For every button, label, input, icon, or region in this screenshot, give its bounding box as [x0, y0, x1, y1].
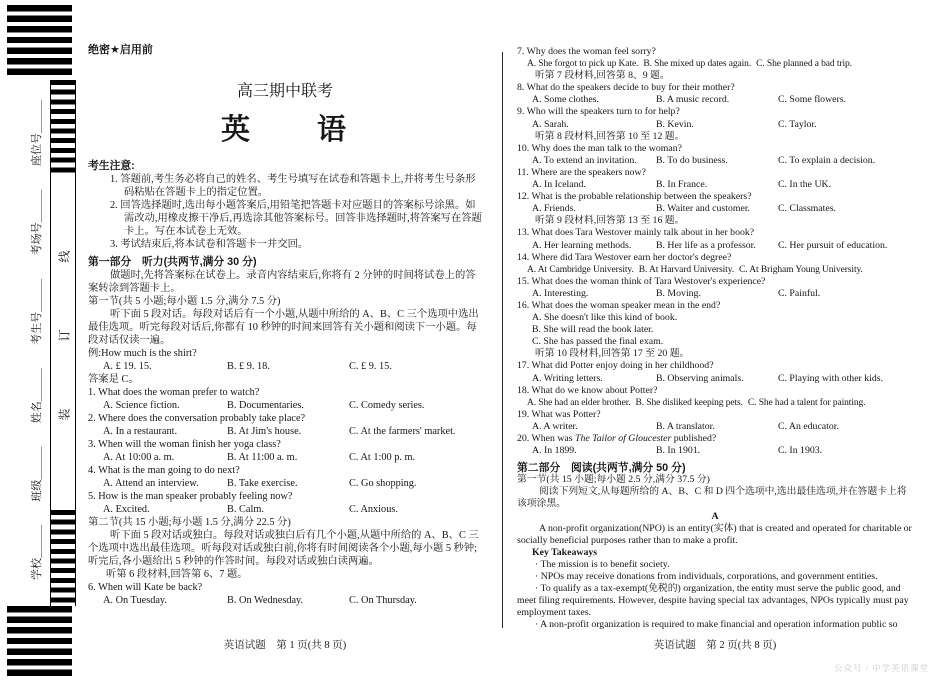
- notice-list: [88, 173, 482, 251]
- watermark: 公众号 / 中学英语课堂: [834, 663, 930, 673]
- options-row: [517, 445, 913, 457]
- material-note: 听第 6 段材料,回答第 6、7 题。: [106, 569, 248, 580]
- binding-line-char: 订: [57, 329, 72, 342]
- option: B. In 1901.: [656, 445, 701, 457]
- question-8: [517, 82, 913, 106]
- bullet-item: · To qualify as a tax-exempt(免税的) organization, the entity must serve the public good, and meet filing requirements. However, despite having special tax advantages, NPOs typically must pay employment taxes.: [517, 583, 909, 619]
- option: B. She mixed up dates again.: [643, 59, 752, 70]
- student-info-field: 考生号＿＿＿: [31, 278, 43, 345]
- option: A. She had an elder brother.: [527, 397, 631, 408]
- paragraph: 听下面 5 段对话或独白。每段对话或独白后有几个小题,从题中所给的 A、B、C 三个选项中选出最佳选项。听每段对话或独白前,你将有时间阅读各个小题,每小题 5 秒钟;听完后,各小题给出 5 秒钟的作答时间。每段对话或独白读两遍。: [88, 530, 479, 567]
- question-9: [517, 106, 913, 130]
- option: A. She forgot to pick up Kate.: [527, 59, 639, 70]
- question-text: 12. What is the probable relationship between the speakers?: [517, 191, 752, 203]
- question-text: 16. What does the woman speaker mean in the end?: [517, 299, 721, 311]
- options-row: [517, 179, 913, 191]
- option: B. She will read the book later.: [532, 324, 654, 336]
- option: B. Observing animals.: [656, 372, 744, 384]
- registration-bars-bottom-narrow: [50, 510, 76, 606]
- option: B. She disliked keeping pets.: [635, 397, 743, 408]
- option: B. £ 9. 18.: [227, 361, 270, 372]
- option: A. £ 19. 15.: [103, 361, 152, 372]
- option: A. At 10:00 a. m.: [103, 452, 175, 463]
- option: C. Some flowers.: [778, 94, 847, 106]
- question-7: [517, 46, 913, 70]
- question-11: [517, 167, 913, 191]
- page-1-footer: 英语试题 第 1 页(共 8 页): [223, 640, 347, 651]
- option: B. At Jim's house.: [227, 426, 302, 437]
- option: B. Take exercise.: [227, 478, 298, 489]
- options-row: [517, 203, 913, 215]
- student-info-fields: [28, 100, 44, 580]
- question-20: [517, 433, 913, 457]
- question-text: 6. When will Kate be back?: [88, 582, 203, 593]
- option: C. In the UK.: [778, 179, 832, 191]
- question-text: 9. Who will the speakers turn to for help?: [517, 106, 680, 118]
- question-19: [517, 409, 913, 433]
- question-text: 8. What do the speakers decide to buy for their mother?: [517, 82, 735, 94]
- part-heading: 第一部分 听力(共两节,满分 30 分): [88, 256, 257, 268]
- option: B. A translator.: [656, 420, 715, 432]
- option: C. At Brigham Young University.: [739, 264, 863, 275]
- binding-line-label: [56, 251, 71, 421]
- page-2-footer: 英语试题 第 2 页(共 8 页): [653, 640, 777, 651]
- question-13: [517, 227, 913, 251]
- student-info-field: 座位号＿＿＿: [31, 100, 43, 167]
- student-info-field: 考场号＿＿＿: [31, 189, 43, 256]
- bullet-item: · A non-profit organization is required to make financial and operation information public so: [535, 619, 898, 631]
- binding-line-char: 装: [57, 408, 72, 421]
- notice-title: 考生注意:: [88, 160, 135, 172]
- part-heading: 第二部分 阅读(共两节,满分 50 分): [517, 462, 686, 475]
- option: A. To extend an invitation.: [532, 154, 637, 166]
- student-info-field: 姓名＿＿＿: [31, 368, 43, 424]
- option: C. Go shopping.: [349, 478, 417, 489]
- option: C. Her pursuit of education.: [778, 239, 888, 251]
- student-info-field: 班级＿＿＿: [31, 446, 43, 502]
- option: C. Painful.: [778, 287, 821, 299]
- option: C. Taylor.: [778, 118, 817, 130]
- option: A. Friends.: [532, 203, 576, 215]
- exam-title: 高三期中联考: [236, 83, 333, 100]
- options-row: [517, 312, 913, 348]
- option: B. To do business.: [656, 154, 728, 166]
- options-row: [517, 240, 913, 252]
- section-heading: 第一节(共 15 小题;每小题 2.5 分,满分 37.5 分): [517, 474, 710, 486]
- option: A. In a restaurant.: [103, 426, 178, 437]
- question-15: [517, 276, 913, 300]
- options-row: [88, 503, 482, 516]
- option: C. An educator.: [778, 420, 839, 432]
- options-row: [517, 264, 913, 276]
- registration-bars-top-wide: [7, 5, 72, 79]
- option: A. At Cambridge University.: [527, 264, 634, 275]
- option: B. At 11:00 a. m.: [227, 452, 298, 463]
- option: A. Science fiction.: [103, 400, 180, 411]
- binding-line-char: 线: [57, 250, 72, 263]
- option: A. In Iceland.: [532, 179, 586, 191]
- options-row: [88, 451, 482, 464]
- options-row: [517, 119, 913, 131]
- material-note: 听第 10 段材料,回答第 17 至 20 题。: [535, 348, 690, 360]
- option: A. Writing letters.: [532, 372, 603, 384]
- question-12: [517, 191, 913, 215]
- option: C. At the farmers' market.: [349, 426, 456, 437]
- material-note: 听第 7 段材料,回答第 8、9 题。: [535, 70, 670, 82]
- options-row: [517, 397, 913, 409]
- question-text: 20. When was The Tailor of Gloucester published?: [517, 433, 717, 444]
- question-text: 19. What was Potter?: [517, 408, 601, 420]
- option: A. Interesting.: [532, 287, 589, 299]
- question-16: [517, 300, 913, 348]
- security-label: 绝密★启用前: [88, 44, 153, 56]
- question-text: 7. Why does the woman feel sorry?: [517, 46, 656, 57]
- option: A. Sarah.: [532, 118, 569, 130]
- option: C. £ 9. 15.: [349, 361, 392, 372]
- passage-subheading: Key Takeaways: [532, 546, 598, 558]
- options-row: [517, 58, 913, 70]
- option: C. To explain a decision.: [778, 154, 876, 166]
- options-row: [88, 425, 482, 438]
- material-note: 听第 9 段材料,回答第 13 至 16 题。: [535, 215, 685, 227]
- option: C. On Thursday.: [349, 595, 417, 606]
- paragraph: A non-profit organization(NPO) is an entity(实体) that is created and operated for charitable or socially beneficial purposes rather than to make a profit.: [517, 522, 912, 546]
- option: C. She has passed the final exam.: [532, 336, 664, 348]
- question-text: 13. What does Tara Westover mainly talk about in her book?: [517, 227, 755, 239]
- options-row: [517, 94, 913, 106]
- option: A. A writer.: [532, 420, 578, 432]
- student-info-field: 学校＿＿＿: [31, 525, 43, 580]
- option: B. In France.: [656, 179, 708, 191]
- option: C. At 1:00 p. m.: [349, 452, 416, 463]
- registration-bars-bottom-wide: [7, 606, 72, 676]
- question-text: 2. Where does the conversation probably take place?: [88, 413, 306, 424]
- page-divider-line: [502, 52, 503, 628]
- option: A. On Tuesday.: [103, 595, 167, 606]
- page-2-content: [517, 46, 913, 632]
- option: B. On Wednesday.: [227, 595, 304, 606]
- notice-item: 2. 回答选择题时,选出每小题答案后,用铅笔把答题卡对应题目的答案标号涂黑。如需改动,用橡皮擦干净后,再选涂其他答案标号。回答非选择题时,将答案写在答题卡上。写在本试卷上无效。: [110, 200, 482, 237]
- option: B. Kevin.: [656, 118, 694, 130]
- question-text: 17. What did Potter enjoy doing in her childhood?: [517, 360, 714, 372]
- question-14: [517, 252, 913, 276]
- question-5: [88, 490, 482, 516]
- option: A. Excited.: [103, 504, 150, 515]
- options-row: [88, 477, 482, 490]
- question-text: 11. Where are the speakers now?: [517, 166, 646, 178]
- options-row: [517, 421, 913, 433]
- page-1-column: [88, 44, 482, 607]
- option: A. Her learning methods.: [532, 239, 632, 251]
- option: B. Calm.: [227, 504, 264, 515]
- paragraph: 听下面 5 段对话。每段对话后有一个小题,从题中所给的 A、B、C 三个选项中选出最佳选项。听完每段对话后,你都有 10 秒钟的时间来回答有关小题和阅读下一小题。每段对话仅读一遍。: [88, 309, 479, 346]
- option: C. Classmates.: [778, 203, 836, 215]
- question-3: [88, 438, 482, 464]
- paragraph: 做题时,先将答案标在试卷上。录音内容结束后,你将有 2 分钟的时间将试卷上的答案转涂到答题卡上。: [88, 270, 476, 294]
- notice-item: 1. 答题前,考生务必将自己的姓名、考生号填写在试卷和答题卡上,并将考生号条形码粘贴在答题卡上的指定位置。: [110, 174, 476, 198]
- registration-bars-top-narrow: [50, 80, 76, 177]
- question-10: [517, 143, 913, 167]
- question-2: [88, 412, 482, 438]
- question-text: 10. Why does the man talk to the woman?: [517, 142, 682, 154]
- options-row: [88, 360, 482, 373]
- option: C. Comedy series.: [349, 400, 425, 411]
- page-2-column: [517, 46, 913, 632]
- question-text: 4. What is the man going to do next?: [88, 465, 240, 476]
- passage-label: A: [711, 510, 719, 522]
- page-1-content: [88, 256, 482, 607]
- option: B. Waiter and customer.: [656, 203, 750, 215]
- paragraph: 阅读下列短文,从每题所给的 A、B、C 和 D 四个选项中,选出最佳选项,并在答题卡上将该项涂黑。: [517, 486, 907, 510]
- option: C. In 1903.: [778, 445, 823, 457]
- notice-item: 3. 考试结束后,将本试卷和答题卡一并交回。: [110, 239, 309, 250]
- options-row: [517, 373, 913, 385]
- text-line: 例:How much is the shirt?: [88, 348, 197, 359]
- binding-rail-right: [75, 177, 76, 510]
- options-row: [517, 155, 913, 167]
- option: B. At Harvard University.: [638, 264, 735, 275]
- option: B. Her life as a professor.: [656, 239, 756, 251]
- options-row: [517, 288, 913, 300]
- option: C. Playing with other kids.: [778, 372, 884, 384]
- option: A. Attend an interview.: [103, 478, 199, 489]
- option: B. Documentaries.: [227, 400, 304, 411]
- bullet-item: · NPOs may receive donations from individuals, corporations, and government entities.: [535, 571, 878, 583]
- option: B. Moving.: [656, 287, 701, 299]
- options-row: [88, 399, 482, 412]
- bullet-item: · The mission is to benefit society.: [535, 558, 670, 570]
- text-line: 答案是 C。: [88, 374, 139, 385]
- question-text: 18. What do we know about Potter?: [517, 384, 658, 396]
- question-text: 1. What does the woman prefer to watch?: [88, 387, 260, 398]
- options-row: [88, 594, 482, 607]
- question-17: [517, 360, 913, 384]
- option: A. In 1899.: [532, 445, 577, 457]
- question-text: 3. When will the woman finish her yoga class?: [88, 439, 281, 450]
- binding-rail-left: [50, 177, 51, 510]
- option: A. She doesn't like this kind of book.: [532, 312, 678, 324]
- subject-title: 英 语: [220, 114, 349, 146]
- option: C. Anxious.: [349, 504, 398, 515]
- section-heading: 第二节(共 15 小题;每小题 1.5 分,满分 22.5 分): [88, 517, 291, 528]
- question-text: 15. What does the woman think of Tara Westover's experience?: [517, 275, 766, 287]
- question-18: [517, 385, 913, 409]
- option: C. She had a talent for painting.: [747, 397, 866, 408]
- question-text: 5. How is the man speaker probably feeling now?: [88, 491, 293, 502]
- option: A. Some clothes.: [532, 94, 599, 106]
- question-1: [88, 386, 482, 412]
- question-6: [88, 581, 482, 607]
- question-4: [88, 464, 482, 490]
- section-heading: 第一节(共 5 小题;每小题 1.5 分,满分 7.5 分): [88, 296, 281, 307]
- option: B. A music record.: [656, 94, 730, 106]
- question-text: 14. Where did Tara Westover earn her doctor's degree?: [517, 251, 732, 263]
- book-title: The Tailor of Gloucester: [575, 433, 672, 444]
- option: C. She planned a bad trip.: [756, 59, 852, 70]
- material-note: 听第 8 段材料,回答第 10 至 12 题。: [535, 130, 685, 142]
